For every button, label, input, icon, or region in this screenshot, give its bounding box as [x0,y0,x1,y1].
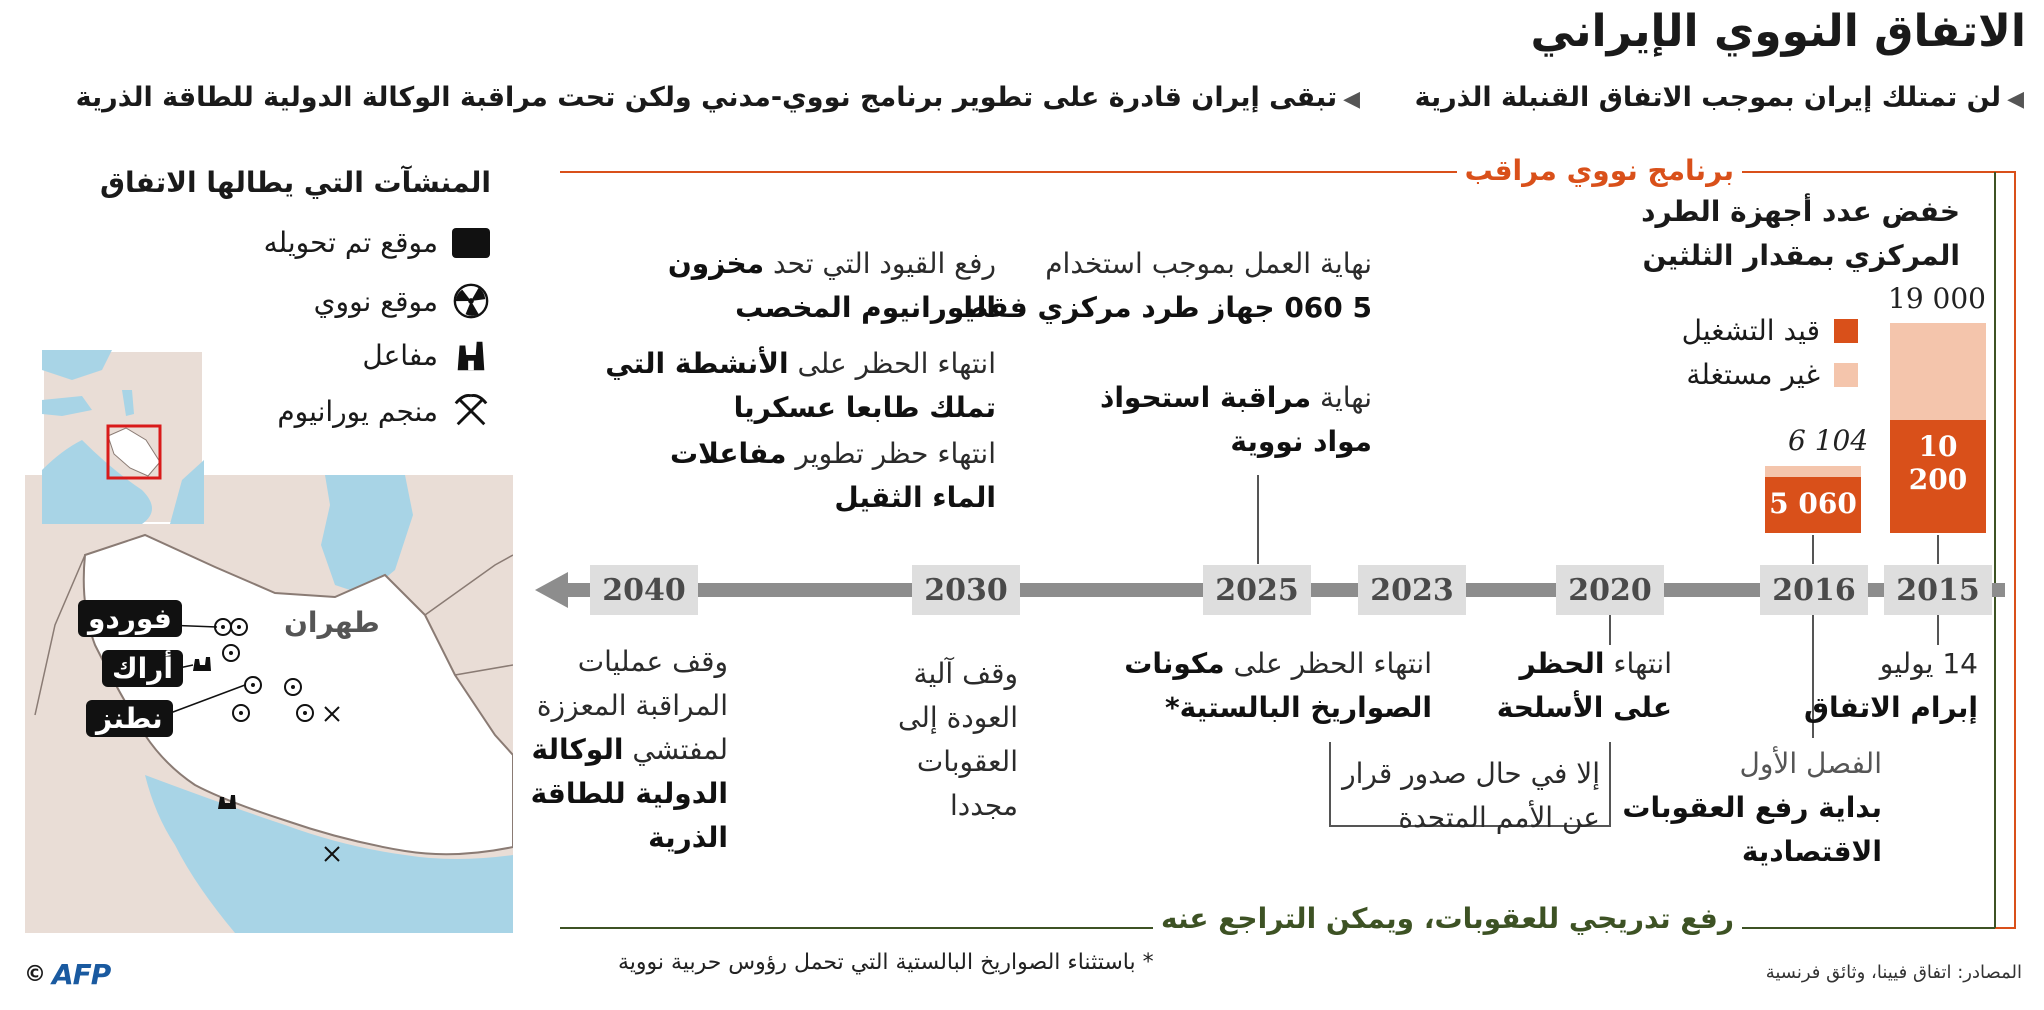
legend-active: قيد التشغيل [1682,314,1858,347]
bar-2015-active: 10 200 [1890,420,1986,533]
total-2016-label: 6 104 [1788,424,1869,457]
event-2040-iaea-monitoring: وقف عمليات المراقبة المعززة لمفتشي الوكالة الدولية للطاقة الذرية [530,645,728,854]
band-bottom-label: رفع تدريجي للعقوبات، ويمكن التراجع عنه [1153,902,1742,935]
tehran-label: طهران [284,606,380,639]
year-2025: 2025 [1203,565,1311,615]
legend-mine: منجم يورانيوم [277,392,490,430]
unused-swatch [1834,363,1858,387]
band-top-label: برنامج نووي مراقب [1457,154,1742,187]
event-2030-enriched-uranium: رفع القيود التي تحد مخزون اليورانيوم المخصب [667,247,996,324]
arak-label: أراك [102,650,183,687]
radiation-icon [452,282,490,320]
year-2023: 2023 [1358,565,1466,615]
un-exception-note: إلا في حال صدور قرار عن الأمم المتحدة [1342,757,1600,834]
event-2030-heavy-water: انتهاء حظر تطوير مفاعلات الماء الثقيل [669,437,996,514]
legend-converted: موقع تم تحويله [264,226,490,259]
reactor-icon [452,336,490,374]
event-2016-sanctions: الفصل الأول بداية رفع العقوبات الاقتصادية [1622,747,1882,868]
bullet-text: تبقى إيران قادرة على تطوير برنامج نووي-مدني ولكن تحت مراقبة الوكالة الدولية للطاقة الذرية [75,82,1338,113]
locator-inset [42,350,204,524]
bar-2016-active: 5 060 [1765,477,1861,533]
copyright-symbol: © [24,962,46,987]
legend-unused: غير مستغلة [1686,358,1858,391]
converted-site-icon [452,228,490,258]
year-2020: 2020 [1556,565,1664,615]
page-title: الاتفاق النووي الإيراني [1530,6,2026,57]
event-2023-missiles: انتهاء الحظر على مكونات الصواريخ البالستية* [1124,647,1432,724]
active-swatch [1834,319,1858,343]
event-2030-military-activities: انتهاء الحظر على الأنشطة التي تملك طابعا عسكريا [605,347,996,424]
bullet-arrow-icon: ◀ [2007,87,2024,112]
bullet-arrow-icon: ◀ [1343,87,1360,112]
fordow-label: فوردو [78,600,182,637]
year-2016: 2016 [1760,565,1868,615]
year-2015: 2015 [1884,565,1992,615]
year-2030: 2030 [912,565,1020,615]
event-2015-agreement: 14 يوليو إبرام الاتفاق [1803,647,1978,724]
total-2015-label: 19 000 [1888,282,1986,315]
event-2025-centrifuges: نهاية العمل بموجب استخدام 5 060 جهاز طرد مركزي فقط [959,247,1372,324]
legend-reactors: مفاعل [362,336,490,374]
sources: المصادر: اتفاق فيينا، وثائق فرنسية [1765,962,2022,983]
legend-nuclear: موقع نووي [314,282,490,320]
afp-credit [24,958,110,991]
pickaxe-icon [452,392,490,430]
footnote: * باستثناء الصواريخ البالستية التي تحمل رؤوس حربية نووية [618,950,1154,975]
centrifuge-title: خفض عدد أجهزة الطرد المركزي بمقدار الثلثين [1641,195,1960,272]
bullet-text: لن تمتلك إيران بموجب الاتفاق القنبلة الذرية [1414,82,2002,113]
year-2040: 2040 [590,565,698,615]
event-2025-nuclear-material: نهاية مراقبة استحواذ مواد نووية [1099,381,1372,458]
event-2030-snapback: وقف آلية العودة إلى العقوبات مجددا [898,657,1018,822]
legend-title: المنشآت التي يطالها الاتفاق [99,166,491,199]
event-2020-arms-embargo: انتهاء الحظر على الأسلحة [1496,647,1672,724]
natanz-label: نطنز [86,700,173,737]
afp-logo: AFP [52,958,111,991]
timeline-arrow-icon [535,572,568,608]
